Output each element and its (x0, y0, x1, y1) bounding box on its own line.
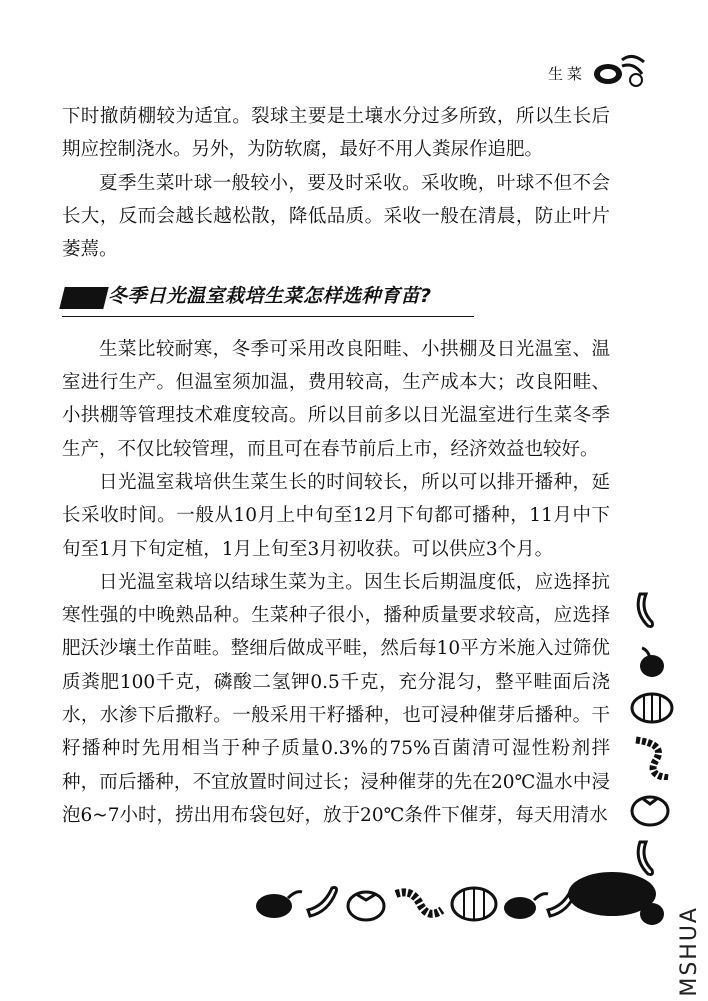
running-title: 生菜 (547, 65, 586, 83)
pumpkin-icon (628, 690, 676, 726)
article-body (62, 100, 610, 832)
bitter-melon-icon (396, 892, 442, 913)
paragraph-2: 日光温室栽培供生菜生长的时间较长，所以可以排开播种，延长采收时间。一般从10月上中旬至12月下旬都可播种，11月中下旬至1月下旬定植，1月上旬至3月初收获。可以供应3个月。 (62, 471, 610, 560)
tomato-icon (348, 892, 384, 920)
tomato-icon (628, 790, 672, 828)
bitter-melon-icon (628, 736, 676, 780)
vegetable-cluster-icon (592, 50, 648, 90)
cucumber-icon (308, 888, 337, 917)
heading-badge-icon (59, 287, 108, 309)
paragraph-summer-harvest: 夏季生菜叶球一般较小，要及时采收。采收晚，叶球不但不会长大，反而会越长越松散，降低品质。采收一般在清晨，防止叶片萎蔫。 (62, 172, 610, 261)
eggplant-icon (504, 894, 548, 919)
watermark-text: MSHUA (677, 906, 702, 997)
paragraph-3: 日光温室栽培以结球生菜为主。因生长后期温度低，应选择抗寒性强的中晚熟品种。生菜种子很小，播种质量要求较高，应选择肥沃沙壤土作苗畦。整细后做成平畦，然后每10平方米施入过筛优质粪肥100千克，磷酸二氢钾0.5千克，充分混匀，整平畦面后浇水，水渗下后撒籽。一般采用干籽播种，也可浸种催芽后播种。干籽播种时先用相当于种子质量0.3%的75%百菌清可湿性粉剂拌种，而后播种，不宜放置时间过长；浸种催芽的先在20℃温水中浸泡6~7小时，捞出用布袋包好，放于20℃条件下催芽，每天用清水 (62, 571, 610, 826)
eggplant-icon (628, 640, 668, 680)
cucumber-icon (628, 590, 668, 630)
dark-oval-decoration (568, 872, 656, 916)
section-heading-text: 冬季日光温室栽培生菜怎样选种育苗? (108, 285, 432, 308)
pumpkin-icon (452, 888, 496, 920)
paragraph-continued: 下时撤荫棚较为适宜。裂球主要是土壤水分过多所致，所以生长后期应控制浇水。另外，为防软腐，最好不用人粪尿作追肥。 (62, 106, 610, 161)
eggplant-icon (256, 892, 302, 918)
paragraph-1: 生菜比较耐寒，冬季可采用改良阳畦、小拱棚及日光温室、温室进行生产。但温室须加温，费用较高，生产成本大；改良阳畦、小拱棚等管理技术难度较高。所以目前多以日光温室进行生菜冬季生产，不仅比较管理，而且可在春节前后上市，经济效益也较好。 (62, 338, 610, 460)
section-heading (62, 280, 474, 316)
